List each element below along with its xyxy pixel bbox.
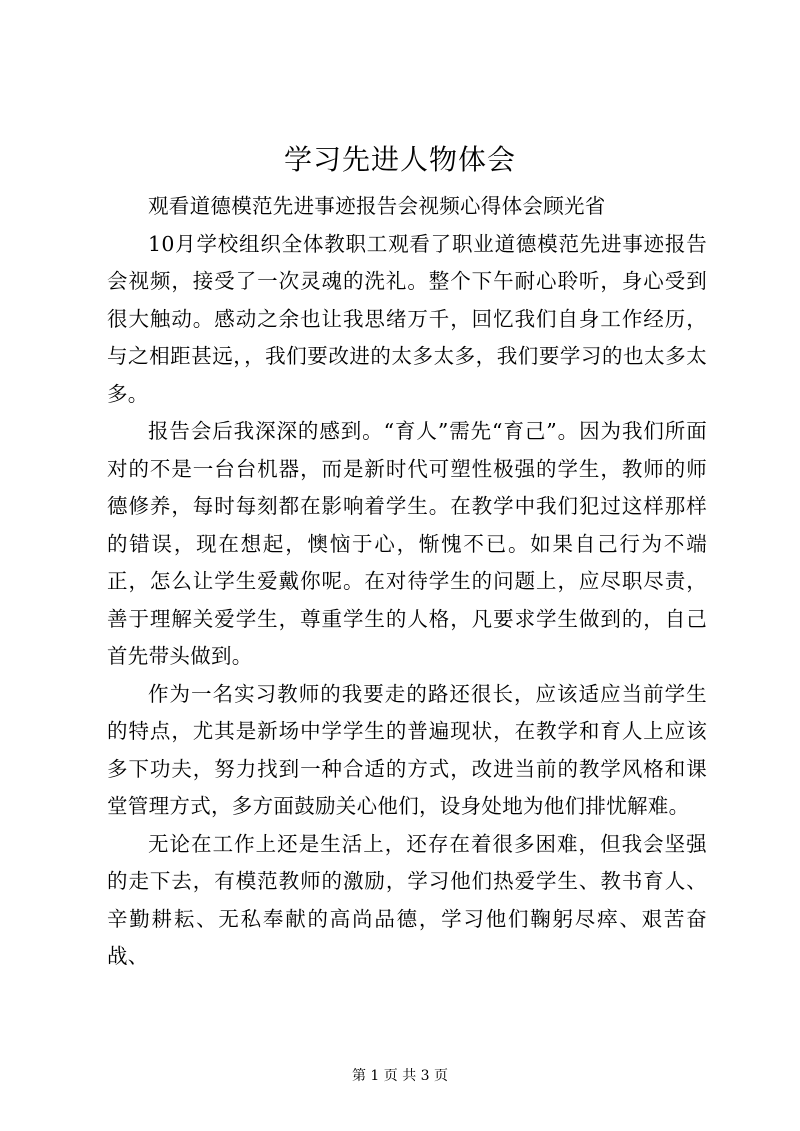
paragraph: 10月学校组织全体教职工观看了职业道德模范先进事迹报告会视频，接受了一次灵魂的洗礼。整个下午耐心聆听，身心受到很大触动。感动之余也让我思绪万千，回忆我们自身工作经历，与之相距甚远，，我们要改进的太多太多，我们要学习的也太多太多。 [107, 231, 707, 406]
paragraph: 报告会后我深深的感到。“育人”需先“育己”。因为我们所面对的不是一台台机器，而是新时代可塑性极强的学生，教师的师德修养，每时每刻都在影响着学生。在教学中我们犯过这样那样的错误，现在想起，懊恼于心，惭愧不已。如果自己行为不端正，怎么让学生爱戴你呢。在对待学生的问题上，应尽职尽责，善于理解关爱学生，尊重学生的人格，凡要求学生做到的，自己首先带头做到。 [107, 419, 707, 668]
paragraph: 作为一名实习教师的我要走的路还很长，应该适应当前学生的特点，尤其是新场中学学生的普遍现状，在教学和育人上应该多下功夫，努力找到一种合适的方式，改进当前的教学风格和课堂管理方式，多方面鼓励关心他们，设身处地为他们排忧解难。 [107, 681, 707, 818]
paragraph-subtitle: 观看道德模范先进事迹报告会视频心得体会顾光省 [148, 194, 606, 218]
document-title: 学习先进人物体会 [283, 143, 516, 176]
page-number-footer: 第 1 页 共 3 页 [351, 1068, 449, 1084]
paragraph: 无论在工作上还是生活上，还存在着很多困难，但我会坚强的走下去，有模范教师的激励，学习他们热爱学生、教书育人、辛勤耕耘、无私奉献的高尚品德，学习他们鞠躬尽瘁、艰苦奋战、 [107, 831, 707, 968]
document-body [107, 188, 707, 976]
